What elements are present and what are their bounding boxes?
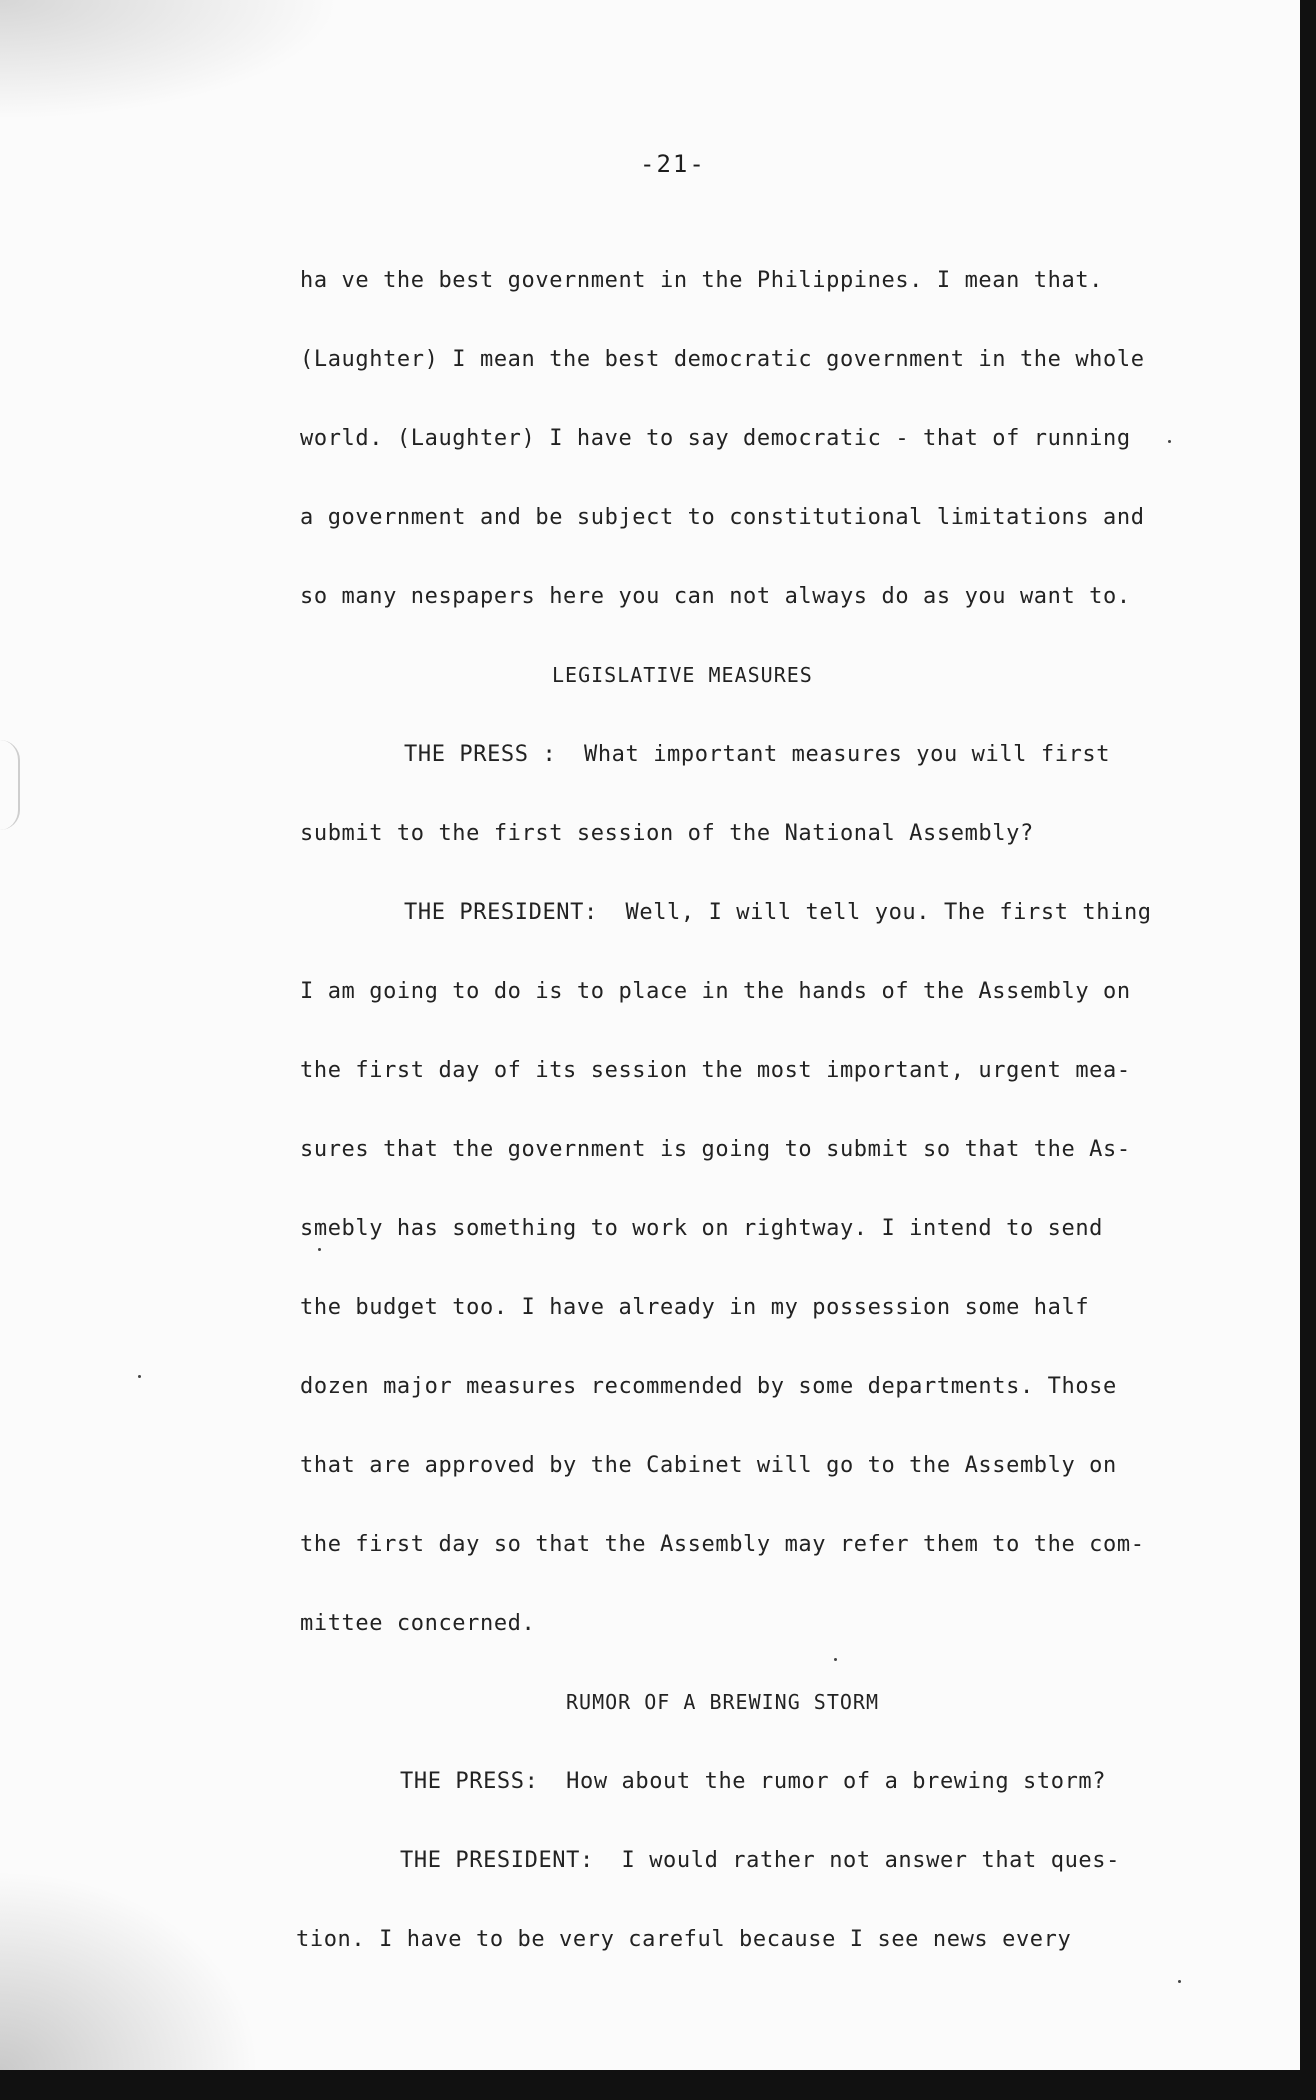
text-line: the budget too. I have already in my possession some half (300, 1295, 1090, 1320)
ink-speck (1178, 1980, 1181, 1983)
scan-border-bottom (0, 2070, 1316, 2100)
text-line: mittee concerned. (300, 1611, 536, 1636)
text-line: ha ve the best government in the Philippines. I mean that. (300, 268, 1104, 293)
ink-speck (1168, 440, 1171, 443)
text-line: world. (Laughter) I have to say democratic - that of running (300, 426, 1131, 451)
text-line: the first day so that the Assembly may refer them to the com- (300, 1532, 1145, 1557)
text-line: that are approved by the Cabinet will go to the Assembly on (300, 1453, 1117, 1478)
page-number: -21- (640, 150, 706, 178)
text-line: tion. I have to be very careful because I see news every (296, 1927, 1072, 1952)
text-line: smebly has something to work on rightway. I intend to send (300, 1216, 1104, 1241)
ink-speck (318, 1248, 321, 1251)
press-question-line: THE PRESS: How about the rumor of a brewing storm? (400, 1769, 1107, 1794)
text-line: dozen major measures recommended by some departments. Those (300, 1374, 1117, 1399)
president-answer-line: THE PRESIDENT: Well, I will tell you. The first thing (404, 900, 1152, 925)
scan-border-right (1300, 0, 1316, 2100)
text-line: so many nespapers here you can not always do as you want to. (300, 584, 1131, 609)
section-heading: LEGISLATIVE MEASURES (552, 663, 813, 687)
text-line: submit to the first session of the National Assembly? (300, 821, 1034, 846)
text-line: the first day of its session the most important, urgent mea- (300, 1058, 1131, 1083)
section-heading: RUMOR OF A BREWING STORM (566, 1690, 879, 1714)
president-answer-line: THE PRESIDENT: I would rather not answer that ques- (400, 1848, 1120, 1873)
text-line: (Laughter) I mean the best democratic government in the whole (300, 347, 1145, 372)
aged-corner-top-left (0, 0, 340, 120)
press-question-line: THE PRESS : What important measures you will first (404, 742, 1111, 767)
aged-corner-bottom-left (0, 1870, 260, 2070)
ink-speck (138, 1375, 141, 1378)
text-line: sures that the government is going to submit so that the As- (300, 1137, 1131, 1162)
text-line: a government and be subject to constitutional limitations and (300, 505, 1145, 530)
text-line: I am going to do is to place in the hands of the Assembly on (300, 979, 1131, 1004)
ink-speck (834, 1658, 837, 1661)
page-edge-mark (0, 740, 20, 830)
